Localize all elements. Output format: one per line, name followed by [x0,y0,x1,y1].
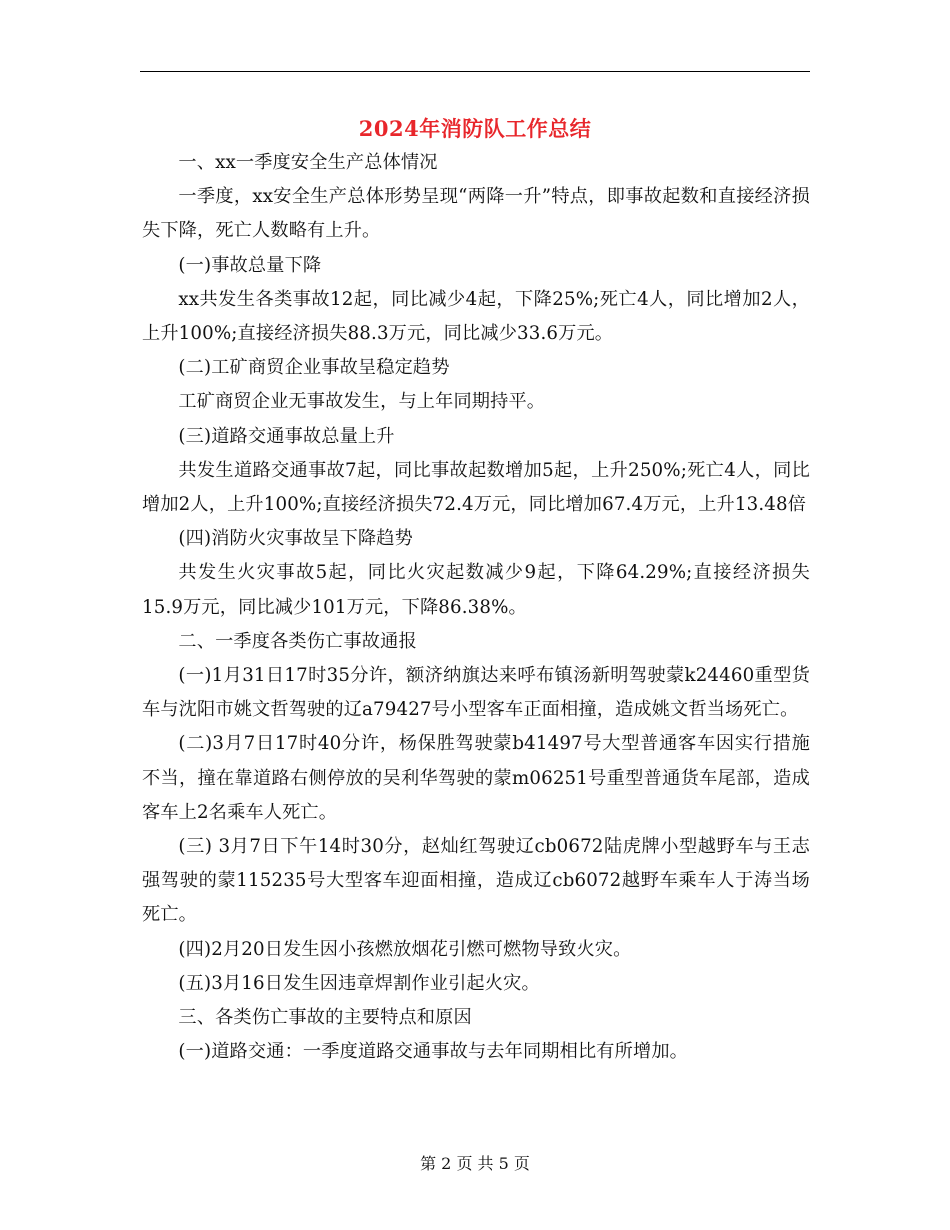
section-heading-1: 一、xx一季度安全生产总体情况 [178,152,438,173]
document-body [142,146,810,1069]
document-title: 2024年消防队工作总结 [358,116,592,141]
incident-item: (三) 3月7日下午14时30分，赵灿红驾驶辽cb0672陆虎牌小型越野车与王志强驾驶的蒙115235号大型客车迎面相撞，造成辽cb6072越野车乘车人于涛当场死亡。 [142,836,810,926]
page-footer: 第 2 页 共 5 页 [420,1154,530,1173]
subheading: (一)事故总量下降 [178,254,322,276]
header-rule [140,71,810,72]
section-heading-3: 三、各类伤亡事故的主要特点和原因 [178,1007,472,1029]
paragraph: xx共发生各类事故12起，同比减少4起，下降25%;死亡4人，同比增加2人，上升100%;直接经济损失88.3万元，同比减少33.6万元。 [142,288,810,345]
incident-item: (一)1月31日17时35分许，额济纳旗达来呼布镇汤新明驾驶蒙k24460重型货车与沈阳市姚文哲驾驶的辽a79427号小型客车正面相撞，造成姚文哲当场死亡。 [142,665,810,721]
subheading: (二)工矿商贸企业事故呈稳定趋势 [178,357,450,379]
incident-item: (四)2月20日发生因小孩燃放烟花引燃可燃物导致火灾。 [178,938,632,960]
section-heading-2: 二、一季度各类伤亡事故通报 [178,630,417,652]
paragraph: (一)道路交通：一季度道路交通事故与去年同期相比有所增加。 [178,1041,688,1063]
subheading: (四)消防火灾事故呈下降趋势 [178,528,413,550]
paragraph: 共发生道路交通事故7起，同比事故起数增加5起，上升250%;死亡4人，同比增加2人，上升100%;直接经济损失72.4万元，同比增加67.4万元，上升13.48倍 [142,459,810,516]
paragraph: 工矿商贸企业无事故发生，与上年同期持平。 [178,391,546,413]
incident-item: (五)3月16日发生因违章焊割作业引起火灾。 [178,972,540,994]
incident-item: (二)3月7日17时40分许，杨保胜驾驶蒙b41497号大型普通客车因实行措施不当，撞在靠道路右侧停放的吴利华驾驶的蒙m06251号重型普通货车尾部，造成客车上2名乘车人死亡。 [142,733,810,823]
subheading: (三)道路交通事故总量上升 [178,425,395,447]
paragraph: 一季度，xx安全生产总体形势呈现“两降一升”特点，即事故起数和直接经济损失下降，死亡人数略有上升。 [142,186,810,242]
paragraph: 共发生火灾事故5起，同比火灾起数减少9起，下降64.29%;直接经济损失15.9万元，同比减少101万元，下降86.38%。 [142,562,810,618]
